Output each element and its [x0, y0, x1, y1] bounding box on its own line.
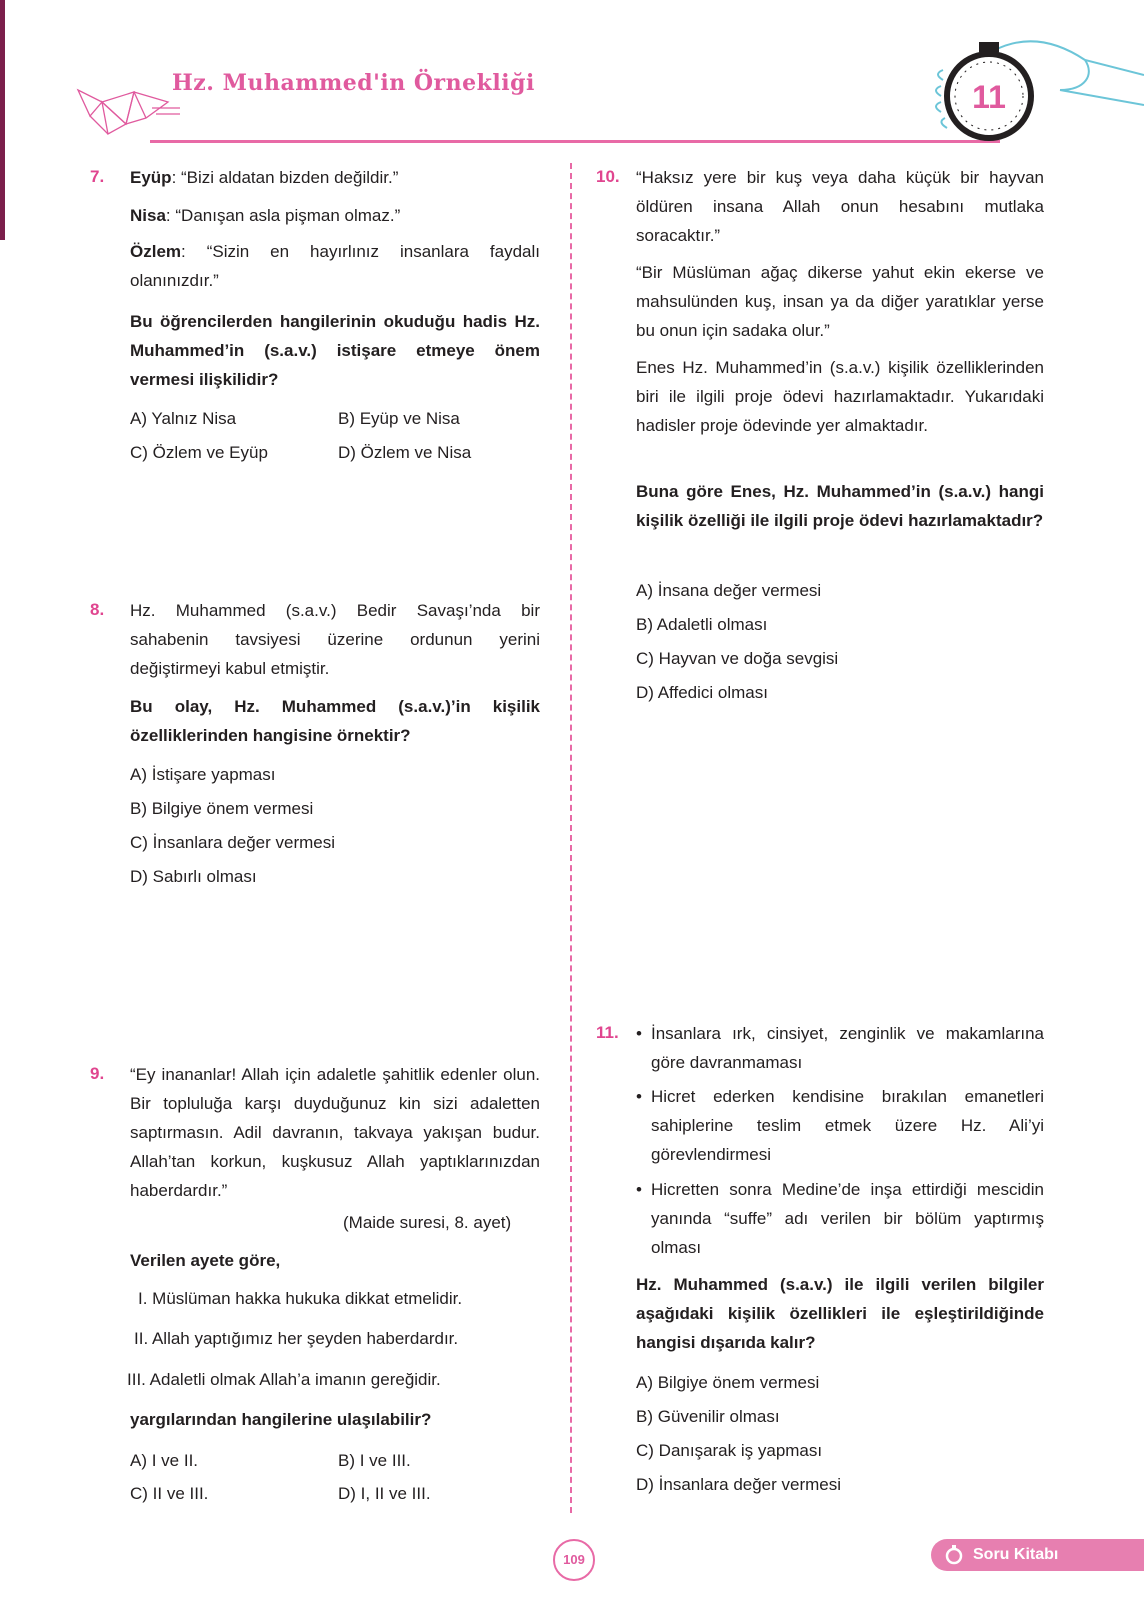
q8-option-d[interactable]: D) Sabırlı olması: [130, 867, 257, 886]
q7-option-a[interactable]: A) Yalnız Nisa: [130, 409, 237, 428]
q11-number: 11.: [596, 1023, 619, 1042]
q9-option-c[interactable]: C) II ve III.: [130, 1484, 209, 1503]
q10-text: Enes Hz. Muhammed’in (s.a.v.) kişilik özelliklerinden biri ile ilgili proje ödevi hazırlamaktadır. Yukarıdaki hadisler proje ödevinde yer almaktadır.: [636, 358, 1044, 435]
q7-line-nisa: Nisa: “Danışan asla pişman olmaz.”: [130, 206, 401, 225]
q7-option-b[interactable]: B) Eyüp ve Nisa: [338, 409, 460, 428]
q11-bullet-2: Hicret ederken kendisine bırakılan emanetleri sahiplerine teslim etmek üzere Hz. Ali’yi görevlendirmesi: [651, 1087, 1044, 1164]
q11-bullet-1: İnsanlara ırk, cinsiyet, zenginlik ve makamlarına göre davranmaması: [651, 1024, 1044, 1072]
q9-source: (Maide suresi, 8. ayet): [343, 1213, 512, 1232]
q11-bullet-3: Hicretten sonra Medine’de inşa ettirdiği mescidin yanında “suffe” adı verilen bir bölüm yaptırmış olması: [651, 1180, 1044, 1257]
q9-statement-2: II. Allah yaptığımız her şeyden haberdardır.: [134, 1329, 459, 1348]
q10-hadith-1: “Haksız yere bir kuş veya daha küçük bir hayvan öldüren insana Allah onun hesabını mutlaka soracaktır.”: [636, 168, 1044, 245]
q11-option-a[interactable]: A) Bilgiye önem vermesi: [636, 1373, 820, 1392]
origami-bird-icon: [72, 72, 182, 142]
q10-option-c[interactable]: C) Hayvan ve doğa sevgisi: [636, 649, 839, 668]
badge-number: 11: [972, 79, 1006, 115]
header-rule: [150, 140, 1000, 143]
q10-question: Buna göre Enes, Hz. Muhammed’in (s.a.v.) hangi kişilik özelliği ile ilgili proje ödevi hazırlamaktadır?: [636, 482, 1044, 530]
bullet-icon: •: [636, 1180, 642, 1199]
q11-question: Hz. Muhammed (s.a.v.) ile ilgili verilen bilgiler aşağıdaki kişilik özellikleri ile eşleştirildiğinde hangisi dışarıda kalır?: [636, 1275, 1044, 1352]
page-edge-strip: [0, 0, 5, 240]
q9-question: yargılarından hangilerine ulaşılabilir?: [130, 1410, 432, 1429]
q7-line-eyup: Eyüp: “Bizi aldatan bizden değildir.”: [130, 168, 399, 187]
q10-number: 10.: [596, 167, 620, 186]
book-label-tab: [931, 1539, 1144, 1571]
q7-option-d[interactable]: D) Özlem ve Nisa: [338, 443, 472, 462]
q11-option-d[interactable]: D) İnsanlara değer vermesi: [636, 1475, 842, 1494]
q8-number: 8.: [90, 600, 105, 619]
q10-option-d[interactable]: D) Affedici olması: [636, 683, 768, 702]
q10-hadith-2: “Bir Müslüman ağaç dikerse yahut ekin ekerse ve mahsulünden kuş, insan ya da diğer yaratıklar yerse bu onun için sadaka olur.”: [636, 263, 1044, 340]
book-label: Soru Kitabı: [973, 1546, 1059, 1563]
q10-option-a[interactable]: A) İnsana değer vermesi: [636, 581, 822, 600]
bullet-icon: •: [636, 1087, 642, 1106]
stopwatch-icon: [935, 30, 1144, 142]
q9-number: 9.: [90, 1064, 105, 1083]
q11-option-c[interactable]: C) Danışarak iş yapması: [636, 1441, 823, 1460]
bullet-icon: •: [636, 1024, 642, 1043]
q9-text: “Ey inananlar! Allah için adaletle şahitlik edenler olun. Bir topluluğa karşı duyduğunuz kin sizi adaletten saptırmasın. Adil davranın, takvaya yakışan budur. Allah’tan korkun, kuşkusuz Allah yaptıklarınızdan haberdardır.”: [130, 1065, 540, 1200]
q11-option-b[interactable]: B) Güvenilir olması: [636, 1407, 780, 1426]
page-title: Hz. Muhammed'in Örnekliği: [172, 70, 535, 96]
q10-option-b[interactable]: B) Adaletli olması: [636, 615, 768, 634]
q7-number: 7.: [90, 167, 105, 186]
q9-statement-3: III. Adaletli olmak Allah’a imanın gereğidir.: [127, 1370, 441, 1389]
column-divider: [570, 163, 572, 1513]
q8-text: Hz. Muhammed (s.a.v.) Bedir Savaşı’nda bir sahabenin tavsiyesi üzerine ordunun yerini değiştirmeyi kabul etmiştir.: [130, 601, 540, 678]
q7-line-ozlem: Özlem: “Sizin en hayırlınız insanlara faydalı olanınızdır.”: [130, 242, 540, 290]
q7-question: Bu öğrencilerden hangilerinin okuduğu hadis Hz. Muhammed’in (s.a.v.) istişare etmeye önem vermesi ilişkilidir?: [130, 312, 540, 389]
q8-option-b[interactable]: B) Bilgiye önem vermesi: [130, 799, 314, 818]
q7-option-c[interactable]: C) Özlem ve Eyüp: [130, 443, 268, 462]
q8-option-c[interactable]: C) İnsanlara değer vermesi: [130, 833, 336, 852]
q9-option-b[interactable]: B) I ve III.: [338, 1451, 411, 1470]
q9-option-d[interactable]: D) I, II ve III.: [338, 1484, 431, 1503]
page-number: 109: [553, 1539, 595, 1581]
q9-option-a[interactable]: A) I ve II.: [130, 1451, 199, 1470]
q8-question: Bu olay, Hz. Muhammed (s.a.v.)’in kişilik özelliklerinden hangisine örnektir?: [130, 697, 540, 745]
stopwatch-small-icon: [944, 1545, 964, 1565]
q9-statement-1: I. Müslüman hakka hukuka dikkat etmelidir.: [138, 1289, 463, 1308]
q8-option-a[interactable]: A) İstişare yapması: [130, 765, 276, 784]
q9-lead: Verilen ayete göre,: [130, 1251, 281, 1270]
